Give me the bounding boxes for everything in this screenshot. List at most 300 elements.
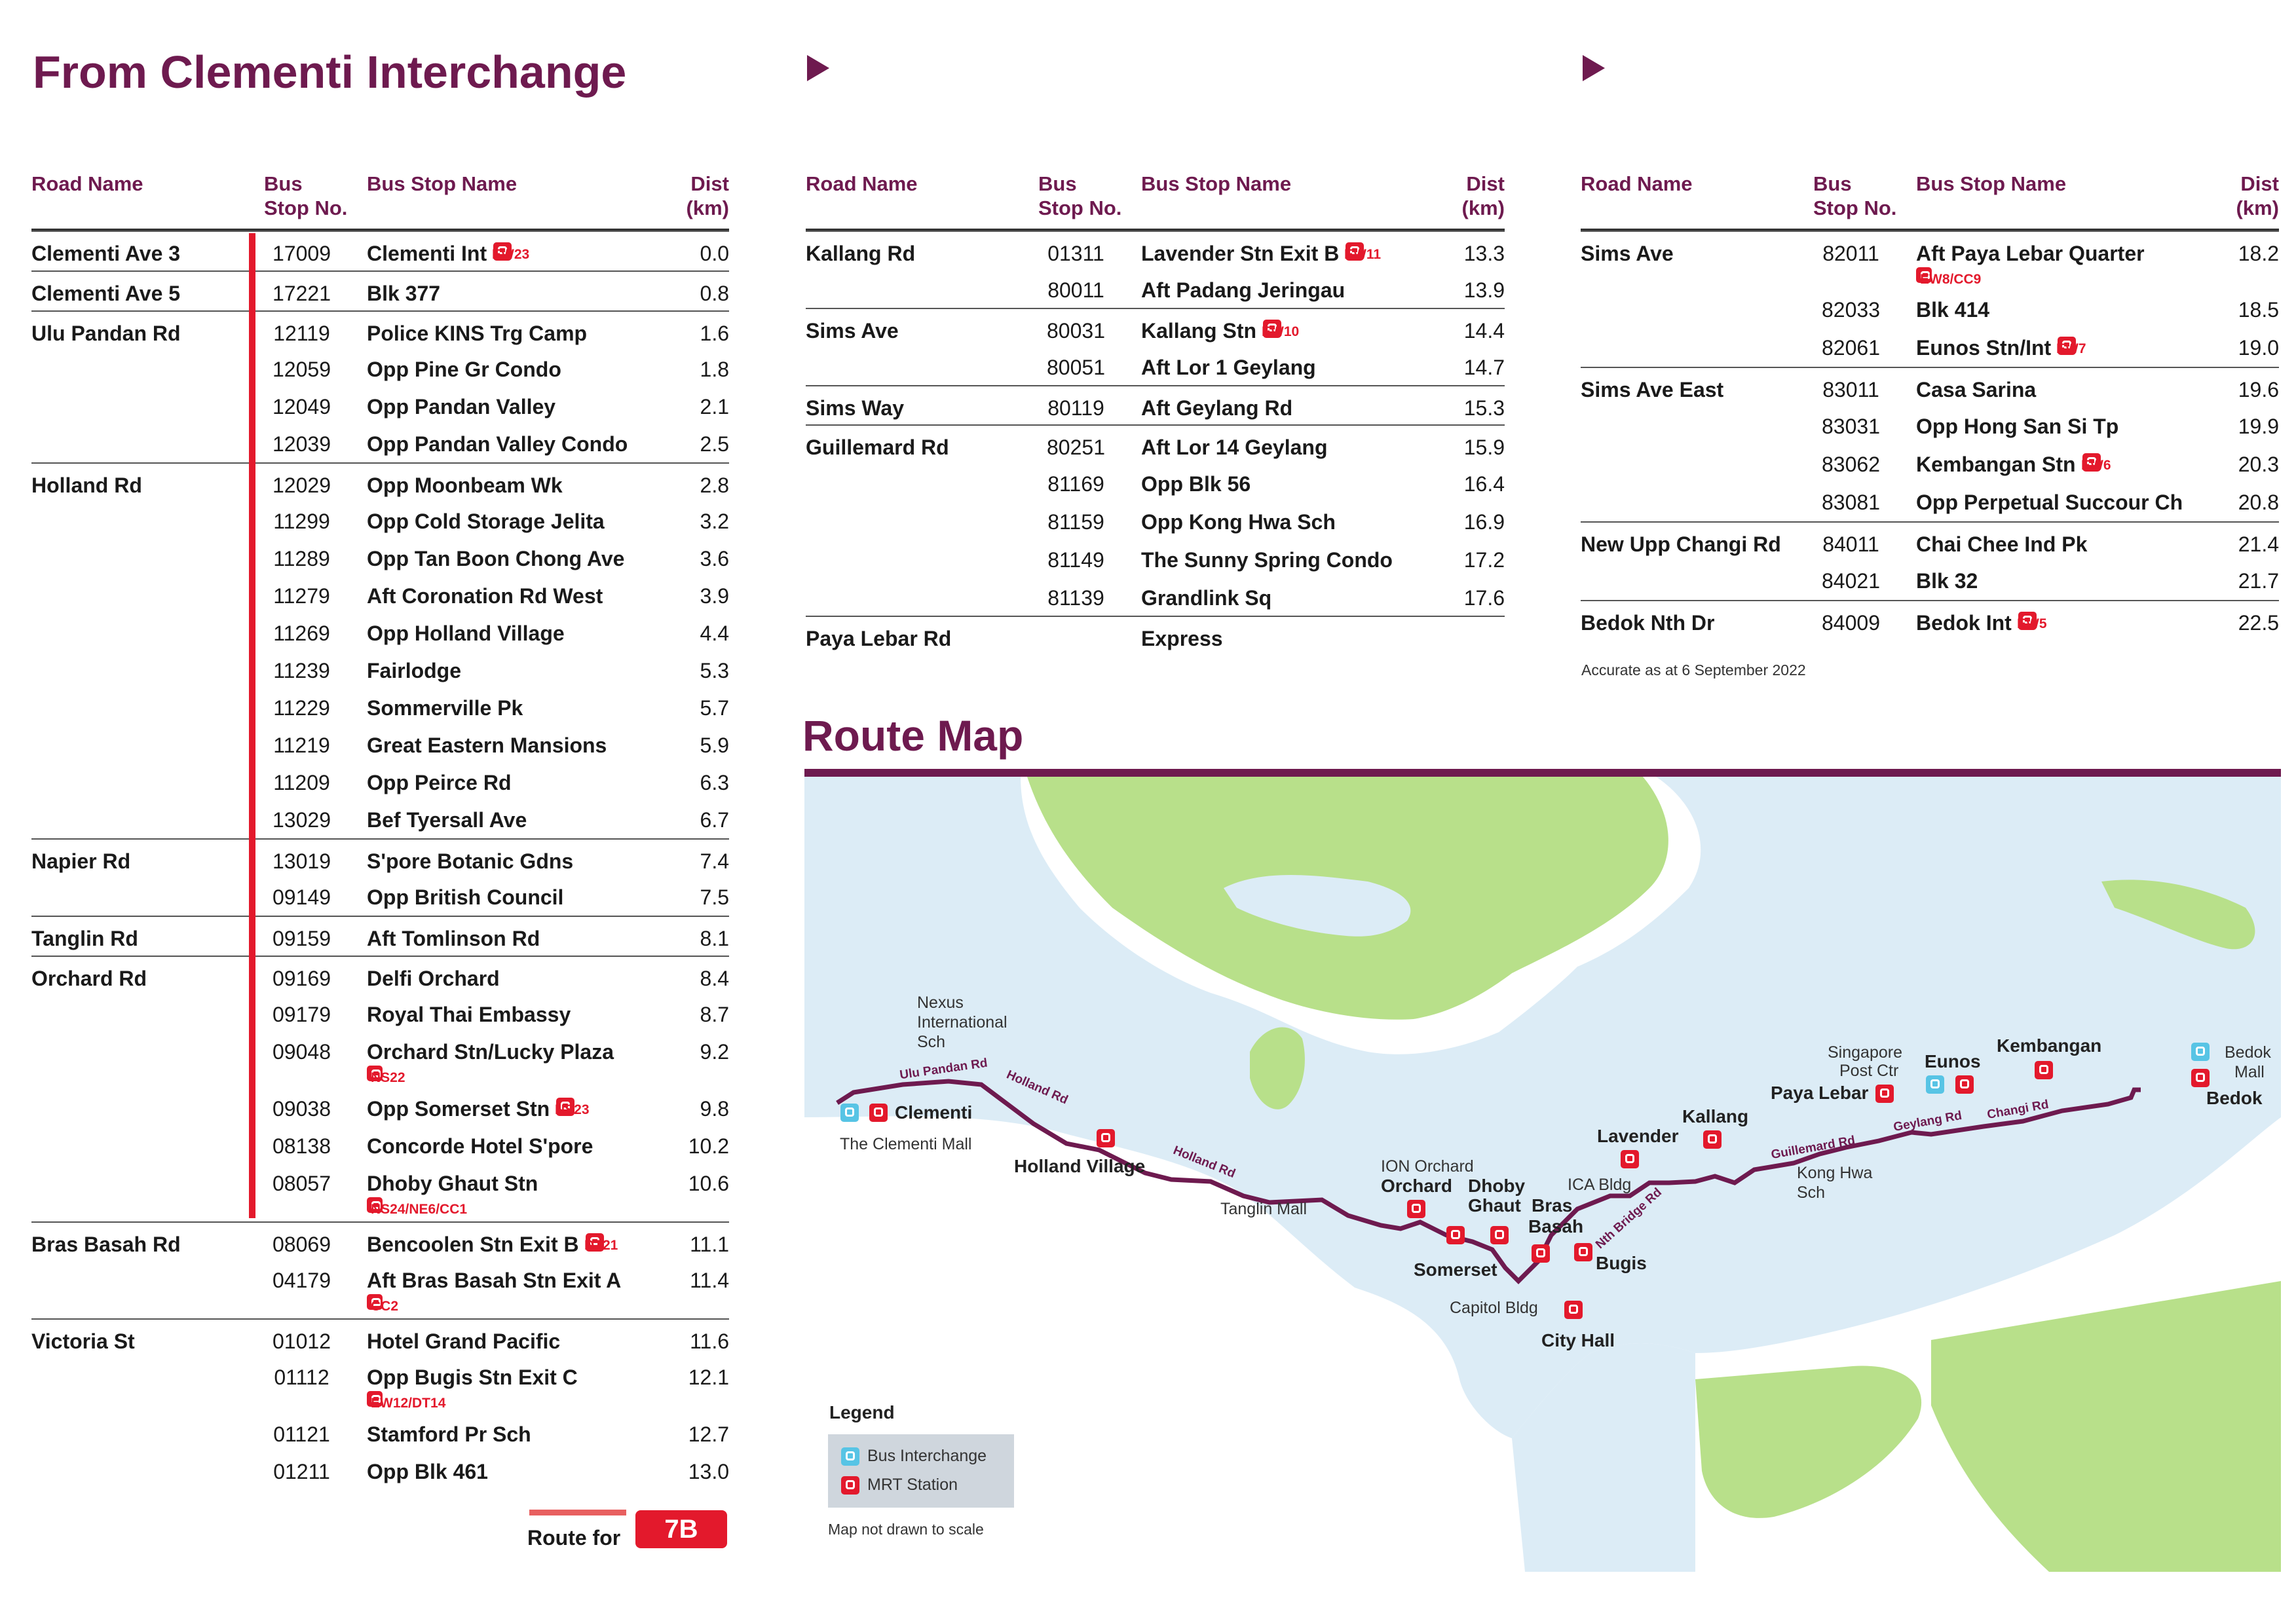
distance-km: 5.7	[700, 696, 729, 720]
bus-stop-name: Blk 414	[1916, 298, 1990, 322]
header-dist	[2236, 172, 2279, 220]
bus-stop-name: Concorde Hotel S'pore	[367, 1134, 593, 1158]
table-row	[31, 1087, 729, 1124]
legend-mrt: MRT Station	[867, 1476, 958, 1494]
road-name: Orchard Rd	[31, 967, 147, 990]
map-label-tanglin-mall: Tanglin Mall	[1220, 1200, 1308, 1218]
bus-stop-no: 83031	[1822, 415, 1880, 438]
table-row	[31, 612, 729, 649]
road-name: Paya Lebar Rd	[806, 627, 952, 650]
bus-stop-name: Opp Moonbeam Wk	[367, 474, 563, 497]
bus-stop-name: Aft Geylang Rd	[1141, 396, 1293, 420]
marina-water	[1512, 1343, 1695, 1572]
bus-stop-name: Blk 377	[367, 282, 441, 305]
table-row	[31, 798, 729, 836]
table-row	[806, 424, 1505, 462]
map-label-dhoby: Dhoby	[1468, 1176, 1526, 1196]
bus-stop-no: 01211	[273, 1460, 330, 1483]
table-row	[806, 576, 1505, 614]
header-dist-line2: (km)	[1461, 196, 1505, 219]
table-row	[31, 1221, 729, 1259]
road-label-holland-2: Holland Rd	[1171, 1143, 1237, 1181]
stop-table-2	[806, 172, 1505, 654]
mrt-station-icon	[1955, 1075, 1974, 1094]
mrt-line-code: EW12/DT14	[371, 1396, 446, 1411]
bus-stop-no: 82033	[1822, 298, 1880, 322]
bus-stop-name: Grandlink Sq	[1141, 586, 1272, 610]
mrt-line-code: DT21	[584, 1238, 618, 1253]
bus-stop-no: 80031	[1047, 319, 1105, 343]
table-row	[31, 649, 729, 686]
distance-km: 21.4	[2238, 532, 2279, 556]
mrt-station-icon	[1490, 1226, 1509, 1244]
road-label-guillemard: Guillemard Rd	[1770, 1133, 1856, 1162]
bus-interchange-icon	[1926, 1075, 1944, 1094]
continue-arrow-icon	[807, 55, 829, 81]
bus-stop-name: Opp Tan Boon Chong Ave	[367, 547, 625, 570]
distance-km: 18.5	[2238, 298, 2279, 322]
bus-stop-no: 09149	[273, 885, 331, 909]
distance-km: 1.6	[700, 322, 729, 345]
table-row	[31, 270, 729, 308]
route-progress-bar	[249, 233, 255, 1218]
distance-km: 17.6	[1463, 586, 1505, 610]
distance-km: 19.6	[2238, 378, 2279, 401]
stop-table-3	[1581, 172, 2279, 638]
bus-stop-no: 09038	[273, 1097, 331, 1121]
distance-km: 11.1	[690, 1233, 729, 1256]
header-road: Road Name	[31, 172, 143, 195]
bus-stop-no: 83011	[1822, 378, 1879, 401]
table-row	[1581, 326, 2279, 364]
bus-stop-no: 01012	[273, 1329, 331, 1353]
distance-km: 12.7	[688, 1422, 729, 1446]
table-row	[1581, 481, 2279, 519]
bus-stop-name: Opp Peirce Rd	[367, 771, 512, 794]
bus-stop-no: 80051	[1047, 356, 1105, 379]
accuracy-note: Accurate as at 6 September 2022	[1581, 661, 1806, 678]
mrt-line-code: CC2	[371, 1299, 399, 1314]
distance-km: 6.3	[700, 771, 729, 794]
map-label-ica: ICA Bldg	[1568, 1176, 1632, 1194]
bus-stop-name: Orchard Stn/Lucky Plaza	[367, 1040, 614, 1064]
table-row	[806, 308, 1505, 346]
map-label-post-ctr: Post Ctr	[1839, 1062, 1899, 1080]
table-row	[31, 1124, 729, 1162]
bus-stop-no: 08069	[273, 1233, 331, 1256]
mrt-line-code: NS22	[371, 1070, 405, 1085]
bus-stop-name: Aft Tomlinson Rd	[367, 927, 540, 950]
map-label-holland-village: Holland Village	[1014, 1156, 1146, 1176]
header-dist	[1462, 172, 1505, 220]
bus-stop-name: Police KINS Trg Camp	[367, 322, 588, 345]
bus-stop-name: Bencoolen Stn Exit B	[367, 1233, 579, 1256]
bus-stop-no: 82011	[1822, 242, 1879, 265]
bus-stop-name: Aft Lor 14 Geylang	[1141, 436, 1328, 459]
bus-stop-no: 80251	[1047, 436, 1105, 459]
mrt-station-icon	[1564, 1301, 1583, 1319]
map-label-kembangan: Kembangan	[1997, 1035, 2102, 1056]
header-dist-line1: Dist	[1466, 172, 1505, 195]
distance-km: 8.7	[700, 1003, 729, 1026]
distance-km: 8.1	[700, 927, 729, 950]
table-row	[31, 422, 729, 460]
road-name: Victoria St	[31, 1329, 135, 1353]
road-name: Napier Rd	[31, 849, 131, 873]
table-row	[31, 1030, 729, 1087]
table-row	[1581, 559, 2279, 597]
continue-arrow-icon	[1583, 55, 1605, 81]
bus-stop-name: Aft Lor 1 Geylang	[1141, 356, 1316, 379]
bus-interchange-icon	[840, 1104, 859, 1122]
distance-km: 21.7	[2238, 569, 2279, 593]
mrt-line-code: EW8/CC9	[1920, 272, 1982, 287]
header-dist-line2: (km)	[2236, 196, 2279, 219]
road-name: New Upp Changi Rd	[1581, 532, 1781, 556]
bus-stop-no: 11209	[273, 771, 330, 794]
bus-stop-name: Great Eastern Mansions	[367, 734, 607, 757]
road-label-holland-1: Holland Rd	[1004, 1068, 1070, 1107]
bus-stop-no: 01121	[273, 1422, 330, 1446]
east-park	[2101, 880, 2255, 949]
bus-stop-name: Stamford Pr Sch	[367, 1422, 531, 1446]
route-map-rule	[804, 769, 2281, 777]
road-name: Ulu Pandan Rd	[31, 322, 181, 345]
map-label-clementi: Clementi	[895, 1102, 973, 1123]
distance-km: 13.3	[1463, 242, 1505, 265]
road-name: Bras Basah Rd	[31, 1233, 181, 1256]
bus-stop-name: Opp Pine Gr Condo	[367, 358, 561, 381]
bus-stop-no: 81169	[1047, 472, 1104, 496]
header-stop-no-line2: Stop No.	[264, 196, 348, 219]
bus-stop-no: 11299	[273, 510, 330, 533]
bus-stop-name: Clementi Int	[367, 242, 487, 265]
road-label-geylang: Geylang Rd	[1892, 1109, 1963, 1135]
header-stop-no	[1813, 172, 1896, 220]
header-stop-name: Bus Stop Name	[367, 172, 518, 195]
header-dist-line1: Dist	[2240, 172, 2279, 195]
map-label-orchard: Orchard	[1381, 1176, 1452, 1196]
table-row	[31, 1413, 729, 1450]
page-title: From Clementi Interchange	[33, 46, 627, 98]
bus-stop-name: Opp Perpetual Succour Ch	[1916, 491, 2183, 514]
distance-km: 13.0	[688, 1460, 729, 1483]
mrt-station-icon	[2035, 1061, 2053, 1079]
mrt-station-icon	[1446, 1226, 1465, 1244]
header-stop-no-line1: Bus	[264, 172, 303, 195]
road-label-ulu-pandan: Ulu Pandan Rd	[899, 1056, 988, 1083]
map-label-nexus-sch: Sch	[917, 1033, 946, 1051]
bus-stop-no: 09159	[273, 927, 331, 950]
mrt-station-icon	[1703, 1130, 1722, 1149]
road-name: Tanglin Rd	[31, 927, 138, 950]
map-scale-note: Map not drawn to scale	[828, 1521, 984, 1538]
road-name: Clementi Ave 3	[31, 242, 181, 265]
bus-stop-name: Chai Chee Ind Pk	[1916, 532, 2088, 556]
bus-stop-no: 12119	[273, 322, 330, 345]
distance-km: 8.4	[700, 967, 729, 990]
route-number-badge: 7B	[635, 1510, 727, 1548]
bus-stop-name: S'pore Botanic Gdns	[367, 849, 574, 873]
table-row	[31, 231, 729, 268]
bus-interchange-icon	[2191, 1043, 2210, 1061]
table-row	[1581, 443, 2279, 481]
bus-stop-no: 12039	[273, 432, 331, 456]
mrt-line-code: NS23	[555, 1102, 590, 1117]
distance-km: 9.2	[700, 1040, 729, 1064]
mrt-station-icon	[1407, 1200, 1425, 1218]
bus-stop-no: 13019	[273, 849, 331, 873]
bus-stop-name: Express	[1141, 627, 1223, 650]
bus-stop-no: 12059	[273, 358, 331, 381]
road-name: Kallang Rd	[806, 242, 916, 265]
header-stop-no	[1038, 172, 1121, 220]
map-label-bugis: Bugis	[1596, 1253, 1647, 1273]
bus-stop-name: The Sunny Spring Condo	[1141, 548, 1393, 572]
bus-stop-no: 83081	[1822, 491, 1880, 514]
table-row	[31, 876, 729, 913]
header-dist-line2: (km)	[686, 196, 729, 219]
distance-km: 18.2	[2238, 242, 2279, 265]
distance-km: 14.7	[1463, 356, 1505, 379]
bus-stop-no: 84011	[1822, 532, 1879, 556]
bus-stop-name: Delfi Orchard	[367, 967, 500, 990]
map-label-bras: Bras	[1532, 1195, 1573, 1216]
table-row	[31, 348, 729, 385]
mrt-line-code: EW5	[2017, 616, 2047, 631]
mrt-station-icon	[1875, 1085, 1894, 1103]
mrt-line-code: EW7	[2056, 341, 2086, 356]
bus-stop-name: Opp British Council	[367, 885, 564, 909]
distance-km: 4.4	[700, 622, 729, 645]
bus-stop-no: 84021	[1822, 569, 1880, 593]
map-label-kong-hwa: Kong Hwa	[1797, 1164, 1873, 1182]
distance-km: 2.8	[700, 474, 729, 497]
mrt-line-code: EW10	[1262, 324, 1300, 339]
bus-stop-name: Opp Bugis Stn Exit C	[367, 1366, 578, 1389]
table-row	[806, 346, 1505, 384]
bus-stop-name: Fairlodge	[367, 659, 462, 682]
bus-stop-no: 11219	[273, 734, 330, 757]
distance-km: 0.8	[700, 282, 729, 305]
map-label-ion-orchard: ION Orchard	[1381, 1157, 1474, 1176]
road-name: Bedok Nth Dr	[1581, 611, 1715, 635]
bus-stop-no: 81139	[1047, 586, 1104, 610]
distance-km: 11.6	[690, 1329, 729, 1353]
map-label-nexus: Nexus	[917, 994, 964, 1012]
table-row	[31, 1356, 729, 1413]
header-stop-no-line1: Bus	[1813, 172, 1852, 195]
bus-stop-no: 01112	[274, 1366, 329, 1389]
table-row	[31, 500, 729, 537]
table-row	[806, 231, 1505, 269]
table-row	[806, 616, 1505, 654]
stop-table-1	[31, 172, 729, 1487]
map-label-lavender: Lavender	[1597, 1126, 1679, 1146]
header-dist-line1: Dist	[690, 172, 729, 195]
distance-km: 19.9	[2238, 415, 2279, 438]
map-label-city-hall: City Hall	[1541, 1330, 1615, 1350]
bus-stop-name: Kembangan Stn	[1916, 453, 2076, 476]
bus-stop-no: 80011	[1047, 278, 1104, 302]
bus-stop-name: Lavender Stn Exit B	[1141, 242, 1340, 265]
table-row	[31, 385, 729, 422]
bus-stop-no: 11269	[273, 622, 330, 645]
route-map	[804, 777, 2281, 1572]
road-name: Sims Ave	[1581, 242, 1674, 265]
map-label-paya-lebar: Paya Lebar	[1771, 1083, 1869, 1103]
map-label-somerset: Somerset	[1414, 1259, 1497, 1280]
map-label-eunos: Eunos	[1925, 1051, 1981, 1071]
table-row	[1581, 521, 2279, 559]
distance-km: 1.8	[700, 358, 729, 381]
table-row	[1581, 288, 2279, 326]
mrt-station-icon	[841, 1476, 859, 1495]
table-row	[31, 956, 729, 993]
bus-stop-name: Sommerville Pk	[367, 696, 523, 720]
table-row	[1581, 600, 2279, 638]
map-label-basah: Basah	[1528, 1216, 1584, 1236]
header-stop-name: Bus Stop Name	[1916, 172, 2067, 195]
bus-stop-name: Opp Blk 56	[1141, 472, 1251, 496]
distance-km: 20.3	[2238, 453, 2279, 476]
central-park	[1250, 1028, 1305, 1109]
distance-km: 9.8	[700, 1097, 729, 1121]
bus-stop-no: 08057	[273, 1172, 331, 1195]
table-row	[31, 462, 729, 500]
header-stop-name: Bus Stop Name	[1141, 172, 1292, 195]
bus-stop-name: Hotel Grand Pacific	[367, 1329, 561, 1353]
distance-km: 3.6	[700, 547, 729, 570]
bus-stop-no: 11229	[273, 696, 330, 720]
bus-stop-name: Blk 32	[1916, 569, 1978, 593]
road-label-nth-bridge: Nth Bridge Rd	[1593, 1185, 1665, 1252]
table-header	[1581, 172, 2279, 231]
table-row	[31, 1318, 729, 1356]
distance-km: 16.9	[1463, 510, 1505, 534]
map-label-kallang: Kallang	[1682, 1106, 1749, 1126]
header-stop-no	[264, 172, 347, 220]
mrt-line-code: EW23	[492, 247, 530, 262]
distance-km: 17.2	[1463, 548, 1505, 572]
distance-km: 5.3	[700, 659, 729, 682]
bus-stop-no: 81149	[1047, 548, 1104, 572]
distance-km: 12.1	[688, 1366, 729, 1389]
map-label-bedok-mall-2: Mall	[2234, 1063, 2265, 1081]
mrt-line-code: EW11	[1344, 247, 1382, 262]
table-row	[31, 993, 729, 1030]
distance-km: 2.1	[700, 395, 729, 418]
table-row	[1581, 405, 2279, 443]
distance-km: 0.0	[700, 242, 729, 265]
bus-stop-name: Bef Tyersall Ave	[367, 808, 527, 832]
bus-stop-name: Opp Pandan Valley Condo	[367, 432, 628, 456]
bus-stop-name: Aft Padang Jeringau	[1141, 278, 1346, 302]
bus-stop-no: 12049	[273, 395, 331, 418]
map-label-clementi-mall: The Clementi Mall	[840, 1135, 972, 1153]
bus-stop-name: Dhoby Ghaut Stn	[367, 1172, 538, 1195]
distance-km: 22.5	[2238, 611, 2279, 635]
table-row	[31, 1450, 729, 1487]
route-for-label: Route for	[527, 1526, 621, 1550]
bus-stop-no: 11289	[273, 547, 330, 570]
bus-stop-no: 84009	[1822, 611, 1880, 635]
distance-km: 14.4	[1463, 319, 1505, 343]
header-road: Road Name	[806, 172, 918, 195]
bus-stop-no: 83062	[1822, 453, 1880, 476]
bus-stop-name: Aft Paya Lebar Quarter	[1916, 242, 2145, 265]
header-stop-no-line1: Bus	[1038, 172, 1077, 195]
map-label-singapore: Singapore	[1828, 1043, 1902, 1062]
road-name: Sims Way	[806, 396, 904, 420]
bus-stop-no: 09169	[273, 967, 331, 990]
bus-stop-name: Opp Cold Storage Jelita	[367, 510, 605, 533]
route-map-title: Route Map	[802, 711, 1024, 760]
header-road: Road Name	[1581, 172, 1693, 195]
road-name: Clementi Ave 5	[31, 282, 181, 305]
mrt-station-icon	[1097, 1129, 1115, 1147]
table-row	[31, 1259, 729, 1316]
bus-stop-no: 11279	[273, 584, 330, 608]
legend-interchange: Bus Interchange	[867, 1447, 987, 1465]
map-label-bedok: Bedok	[2206, 1088, 2263, 1108]
bus-stop-no: 82061	[1822, 336, 1880, 360]
table-row	[31, 686, 729, 724]
bus-stop-name: Bedok Int	[1916, 611, 2012, 635]
bus-stop-no: 17221	[273, 282, 331, 305]
mrt-station-icon	[1532, 1244, 1550, 1263]
distance-km: 3.9	[700, 584, 729, 608]
bus-stop-no: 12029	[273, 474, 331, 497]
distance-km: 10.2	[688, 1134, 729, 1158]
distance-km: 10.6	[688, 1172, 729, 1195]
table-row	[31, 1162, 729, 1219]
distance-km: 11.4	[690, 1269, 729, 1292]
mrt-station-icon	[869, 1104, 888, 1122]
table-row	[806, 538, 1505, 576]
bus-stop-name: Aft Coronation Rd West	[367, 584, 603, 608]
table-row	[31, 761, 729, 798]
bus-stop-name: Opp Blk 461	[367, 1460, 488, 1483]
bus-stop-name: Eunos Stn/Int	[1916, 336, 2052, 360]
table-row	[806, 462, 1505, 500]
bus-stop-name: Casa Sarina	[1916, 378, 2037, 401]
distance-km: 19.0	[2238, 336, 2279, 360]
table-row	[31, 537, 729, 574]
distance-km: 20.8	[2238, 491, 2279, 514]
bus-interchange-icon	[841, 1447, 859, 1466]
table-row	[1581, 367, 2279, 405]
distance-km: 3.2	[700, 510, 729, 533]
bus-stop-name: Opp Pandan Valley	[367, 395, 556, 418]
road-name: Holland Rd	[31, 474, 142, 497]
table-row	[1581, 231, 2279, 288]
mrt-line-code: NS24/NE6/CC1	[371, 1202, 468, 1217]
table-header	[806, 172, 1505, 231]
bus-stop-name: Opp Hong San Si Tp	[1916, 415, 2119, 438]
map-label-international: International	[917, 1013, 1007, 1032]
route-color-line	[529, 1510, 626, 1515]
bus-stop-no: 09048	[273, 1040, 331, 1064]
bus-stop-name: Opp Holland Village	[367, 622, 565, 645]
header-stop-no-line2: Stop No.	[1038, 196, 1122, 219]
legend-title: Legend	[829, 1402, 895, 1422]
road-name: Sims Ave	[806, 319, 899, 343]
table-row	[31, 574, 729, 612]
bus-stop-name: Opp Kong Hwa Sch	[1141, 510, 1336, 534]
bus-stop-name: Aft Bras Basah Stn Exit A	[367, 1269, 622, 1292]
mrt-station-icon	[1621, 1150, 1639, 1168]
